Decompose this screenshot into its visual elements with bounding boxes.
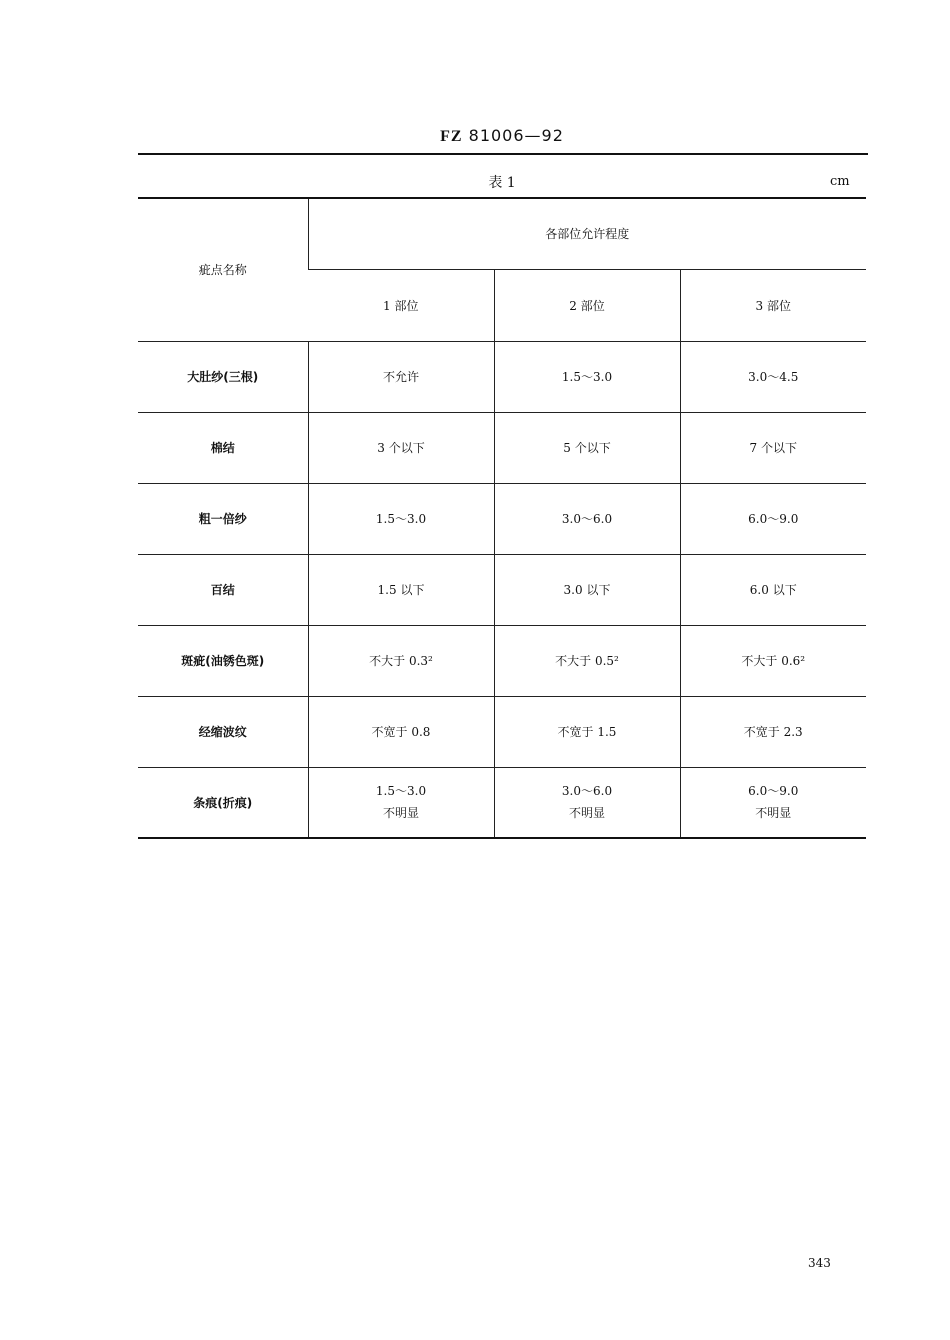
standard-prefix: FZ xyxy=(440,128,463,145)
part-1-value: 不宽于 0.8 xyxy=(308,696,494,767)
table-row xyxy=(138,696,866,767)
part-1-value: 1.5 以下 xyxy=(308,554,494,625)
defect-name: 棉结 xyxy=(138,412,308,483)
part-2-value: 不宽于 1.5 xyxy=(494,696,680,767)
defect-name: 经缩波纹 xyxy=(138,696,308,767)
part-1-value: 3 个以下 xyxy=(308,412,494,483)
part-3-value: 不宽于 2.3 xyxy=(680,696,866,767)
table-row xyxy=(138,767,866,838)
part-3-value: 6.0～9.0 xyxy=(680,483,866,554)
part-2-value: 1.5～3.0 xyxy=(494,341,680,412)
page-number: 343 xyxy=(808,1256,831,1270)
part-1-value: 不大于 0.3² xyxy=(308,625,494,696)
part-3-value: 7 个以下 xyxy=(680,412,866,483)
part-1-range: 1.5～3.0 xyxy=(375,784,427,799)
part-3-value: 不大于 0.6² xyxy=(680,625,866,696)
header-part-1: 1 部位 xyxy=(308,269,494,341)
table-row xyxy=(138,412,866,483)
standard-number: 81006—92 xyxy=(468,126,564,145)
part-1-value xyxy=(308,767,494,838)
table-header-row xyxy=(138,198,866,269)
part-3-value xyxy=(680,767,866,838)
header-part-3: 3 部位 xyxy=(680,269,866,341)
part-2-value: 不大于 0.5² xyxy=(494,625,680,696)
header-defect-name: 疵点名称 xyxy=(138,198,308,341)
part-3-value: 6.0 以下 xyxy=(680,554,866,625)
table-row xyxy=(138,341,866,412)
table-caption: 表 1 xyxy=(488,175,516,191)
part-1-value: 1.5～3.0 xyxy=(308,483,494,554)
defect-name: 斑疵(油锈色斑) xyxy=(138,625,308,696)
part-3-range: 6.0～9.0 xyxy=(748,784,799,799)
part-1-note: 不明显 xyxy=(382,806,419,821)
table-row xyxy=(138,483,866,554)
header-rule xyxy=(138,153,868,155)
part-2-value: 5 个以下 xyxy=(494,412,680,483)
defect-name: 大肚纱(三根) xyxy=(138,341,308,412)
part-3-note: 不明显 xyxy=(755,806,792,821)
header-part-2: 2 部位 xyxy=(494,269,680,341)
table-row xyxy=(138,554,866,625)
part-3-value: 3.0～4.5 xyxy=(680,341,866,412)
part-2-value xyxy=(494,767,680,838)
header-tolerance-group: 各部位允许程度 xyxy=(308,198,866,269)
tolerance-table xyxy=(138,197,866,839)
standard-code xyxy=(0,126,950,146)
part-2-note: 不明显 xyxy=(568,806,605,821)
part-2-value: 3.0 以下 xyxy=(494,554,680,625)
defect-name: 条痕(折痕) xyxy=(138,767,308,838)
defect-name: 百结 xyxy=(138,554,308,625)
part-2-value: 3.0～6.0 xyxy=(494,483,680,554)
table-row xyxy=(138,625,866,696)
defect-name: 粗一倍纱 xyxy=(138,483,308,554)
part-2-range: 3.0～6.0 xyxy=(561,784,613,799)
part-1-value: 不允许 xyxy=(308,341,494,412)
table-unit: cm xyxy=(830,174,850,189)
